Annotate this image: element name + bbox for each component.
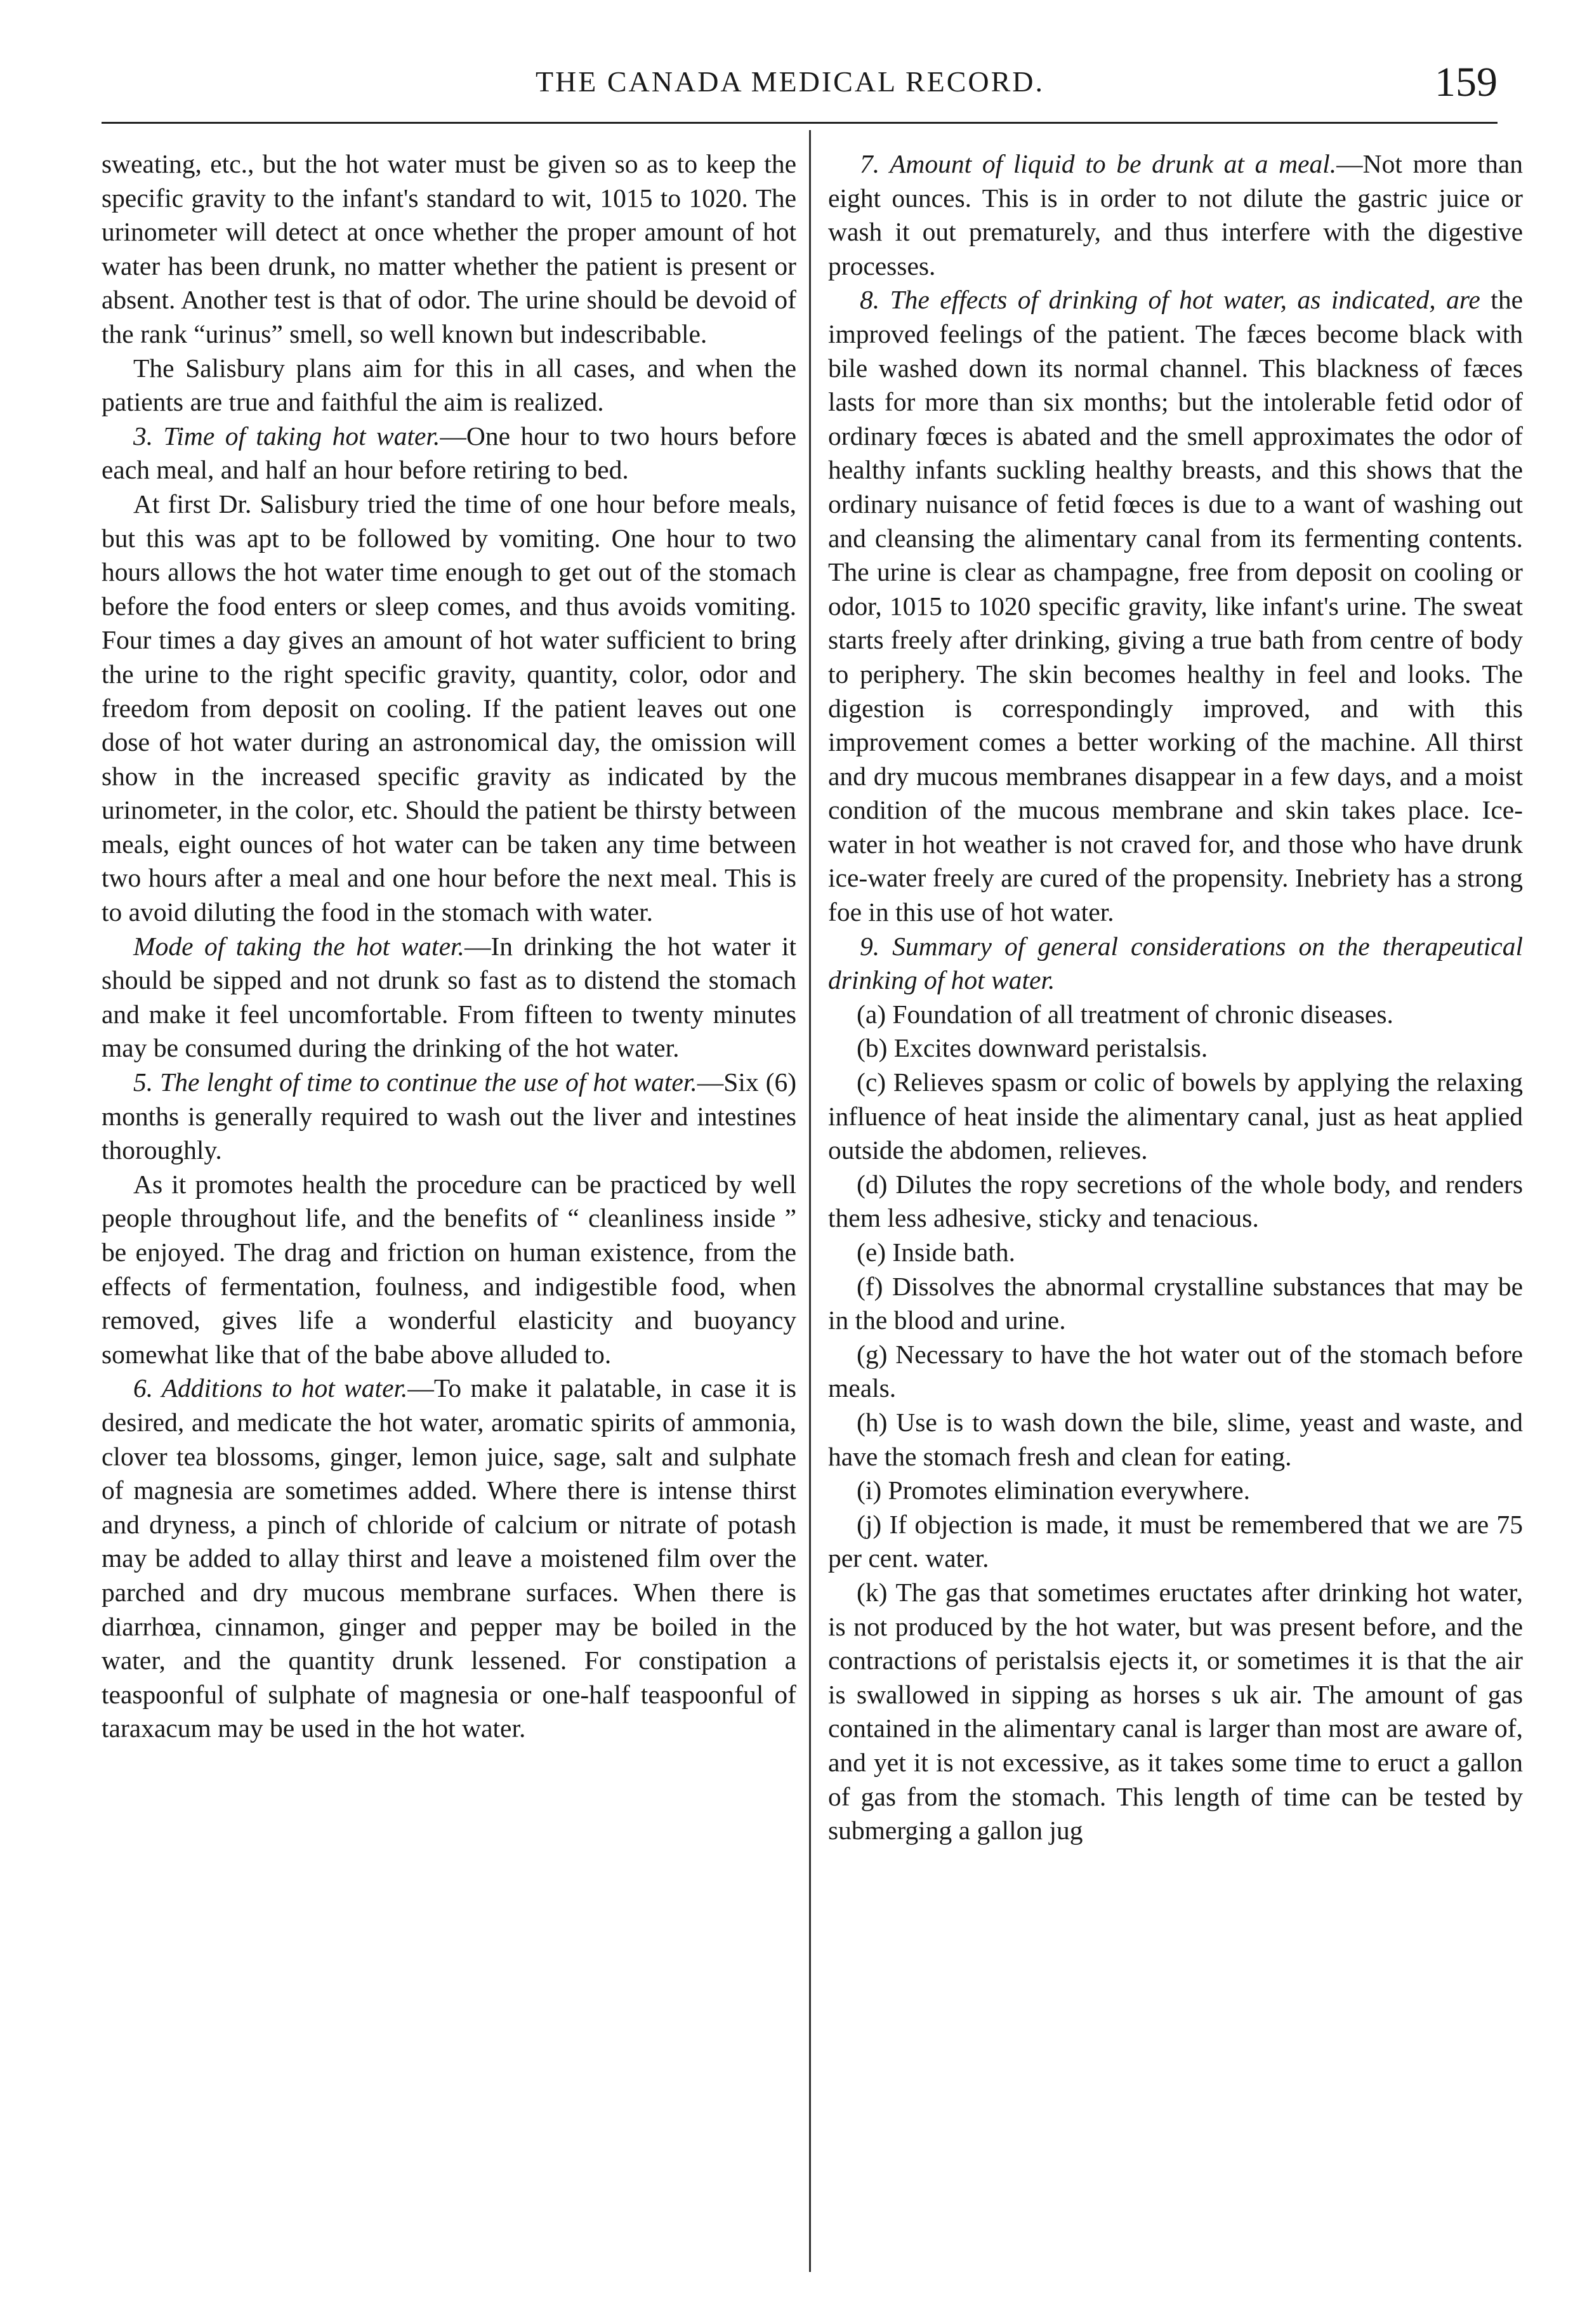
paragraph: [102, 1066, 796, 1168]
section-heading: Mode of taking the hot water.: [133, 931, 464, 961]
list-item: [828, 998, 1523, 1032]
list-item-text: (b) Excites downward peristalsis.: [857, 1033, 1208, 1063]
left-column: [102, 147, 796, 1746]
section-heading: 8. The effects of drinking of hot water, as indicated, are: [860, 285, 1480, 315]
page-number: 159: [1435, 59, 1498, 105]
section-heading: 6. Additions to hot water.: [133, 1373, 408, 1403]
header-rule: [102, 122, 1498, 124]
paragraph-text: The Salisbury plans aim for this in all cases, and when the patients are true and faithful the aim is realized.: [102, 353, 796, 417]
paragraph: [828, 283, 1523, 929]
page-header: [0, 58, 1580, 109]
paragraph-text: —To make it palatable, in case it is desired, and medicate the hot water, aromatic spirits of ammonia, clover tea blossoms, ginger, lemon juice, sage, salt and sulphate of magnesia are sometimes added. Where there is intense thirst and dryness, a pinch of chloride of calcium or nitrate of potash may be added to allay thirst and leave a moistened film over the parched and dry mucous membrane surfaces. When there is diarrhœa, cinnamon, ginger and pepper may be boiled in the water, and the quantity drunk lessened. For constipation a teaspoonful of sulphate of magnesia or one-half teaspoonful of taraxacum may be used in the hot water.: [102, 1373, 796, 1743]
list-item: [828, 1031, 1523, 1066]
paragraph: [102, 487, 796, 930]
paragraph: [828, 147, 1523, 283]
list-item-text: (j) If objection is made, it must be remembered that we are 75 per cent. water.: [828, 1509, 1523, 1573]
list-item-text: (k) The gas that sometimes eructates after drinking hot water, is not produced by the hot water, but was present before, and the contractions of peristalsis ejects it, or sometimes it is that the air is swallowed in sipping as horses s uk air. The amount of gas contained in the alimentary canal is larger than most are aware of, and yet it is not excessive, as it takes some time to eruct a gallon of gas from the stomach. This length of time can be tested by submerging a gallon jug: [828, 1577, 1523, 1845]
section-heading: 9. Summary of general considerations on the therapeutical drinking of hot water.: [828, 931, 1523, 995]
list-item-text: (d) Dilutes the ropy secretions of the whole body, and renders them less adhesive, sticky and tenacious.: [828, 1169, 1523, 1233]
list-item-text: (h) Use is to wash down the bile, slime, yeast and waste, and have the stomach fresh and clean for eating.: [828, 1407, 1523, 1471]
section-heading: 3. Time of taking hot water.: [133, 421, 440, 451]
paragraph-text: —Not more than eight ounces. This is in order to not dilute the gastric juice or wash it out prematurely, and thus interfere with the digestive processes.: [828, 149, 1523, 281]
paragraph-text: As it promotes health the procedure can be practiced by well people throughout life, and the benefits of “ cleanliness inside ” be enjoyed. The drag and friction on human existence, from the effects of fermentation, foulness, and indigestible food, when removed, gives life a wonderful elasticity and buoyancy somewhat like that of the babe above alluded to.: [102, 1169, 796, 1369]
section-heading: 7. Amount of liquid to be drunk at a meal.: [860, 149, 1337, 178]
paragraph: [102, 147, 796, 352]
paragraph: [102, 1371, 796, 1746]
list-item-text: (e) Inside bath.: [857, 1238, 1016, 1267]
list-item: [828, 1338, 1523, 1406]
list-item-text: (f) Dissolves the abnormal crystalline substances that may be in the blood and urine.: [828, 1271, 1523, 1335]
paragraph: [102, 352, 796, 419]
list-item: [828, 1508, 1523, 1576]
paragraph: [102, 930, 796, 1066]
paragraph-text: the improved feelings of the patient. The fæces become black with bile washed down its normal channel. This blackness of fæces lasts for more than six months; but the intolerable fetid odor of ordinary fœces is abated and the smell approximates the odor of healthy infants suckling healthy breasts, and this shows that the ordinary nuisance of fetid fœces is due to a want of washing out and cleansing the alimentary canal from its fermenting contents. The urine is clear as champagne, free from deposit on cooling or odor, 1015 to 1020 specific gravity, like infant's urine. The sweat starts freely after drinking, giving a true bath from centre of body to periphery. The skin becomes healthy in feel and looks. The digestion is correspondingly improved, and with this improvement comes a better working of the machine. All thirst and dry mucous membranes disappear in a few days, and a moist condition of the mucous membrane and skin takes place. Ice-water in hot weather is not craved for, and those who have drunk ice-water freely are cured of the propensity. Inebriety has a strong foe in this use of hot water.: [828, 285, 1524, 927]
list-item: [828, 1236, 1523, 1270]
right-column: [828, 147, 1523, 1848]
paragraph-text: At first Dr. Salisbury tried the time of one hour before meals, but this was apt to be followed by vomiting. One hour to two hours allows the hot water time enough to get out of the stomach before the food enters or sleep comes, and thus avoids vomiting. Four times a day gives an amount of hot water sufficient to bring the urine to the right specific gravity, quantity, color, odor and freedom from deposit on cooling. If the patient leaves out one dose of hot water during an astronomical day, the omission will show in the increased specific gravity as indicated by the urinometer, in the color, etc. Should the patient be thirsty between meals, eight ounces of hot water can be taken any time between two hours after a meal and one hour before the next meal. This is to avoid diluting the food in the stomach with water.: [102, 489, 796, 927]
section-heading: 5. The lenght of time to continue the use of hot water.: [133, 1067, 697, 1097]
list-item-text: (a) Foundation of all treatment of chronic diseases.: [857, 999, 1393, 1029]
paragraph-text: sweating, etc., but the hot water must be given so as to keep the specific gravity to the infant's standard to wit, 1015 to 1020. The urinometer will detect at once whether the proper amount of hot water has been drunk, no matter whether the patient is present or absent. Another test is that of odor. The urine should be devoid of the rank “urinus” smell, so well known but indescribable.: [102, 149, 796, 348]
list-item: [828, 1474, 1523, 1508]
list-item: [828, 1066, 1523, 1168]
list-item-text: (c) Relieves spasm or colic of bowels by applying the relaxing influence of heat inside the alimentary canal, just as heat applied outside the abdomen, relieves.: [828, 1067, 1523, 1165]
list-item-text: (i) Promotes elimination everywhere.: [857, 1476, 1251, 1505]
list-item: [828, 1576, 1523, 1848]
paragraph: [102, 419, 796, 487]
list-item: [828, 1406, 1523, 1474]
paragraph-text: —In drinking the hot water it should be sipped and not drunk so fast as to distend the stomach and make it feel uncomfortable. From fifteen to twenty minutes may be consumed during the drinking of the hot water.: [102, 931, 796, 1063]
paragraph: [828, 930, 1523, 998]
column-divider: [809, 130, 811, 2272]
running-title: THE CANADA MEDICAL RECORD.: [535, 65, 1045, 98]
paragraph-text: —Six (6) months is generally required to wash out the liver and intestines thoroughly.: [102, 1067, 797, 1165]
paragraph-text: —One hour to two hours before each meal, and half an hour before retiring to bed.: [102, 421, 796, 485]
list-item: [828, 1168, 1523, 1236]
list-item-text: (g) Necessary to have the hot water out of the stomach before meals.: [828, 1339, 1523, 1403]
paragraph: [102, 1168, 796, 1372]
list-item: [828, 1270, 1523, 1338]
